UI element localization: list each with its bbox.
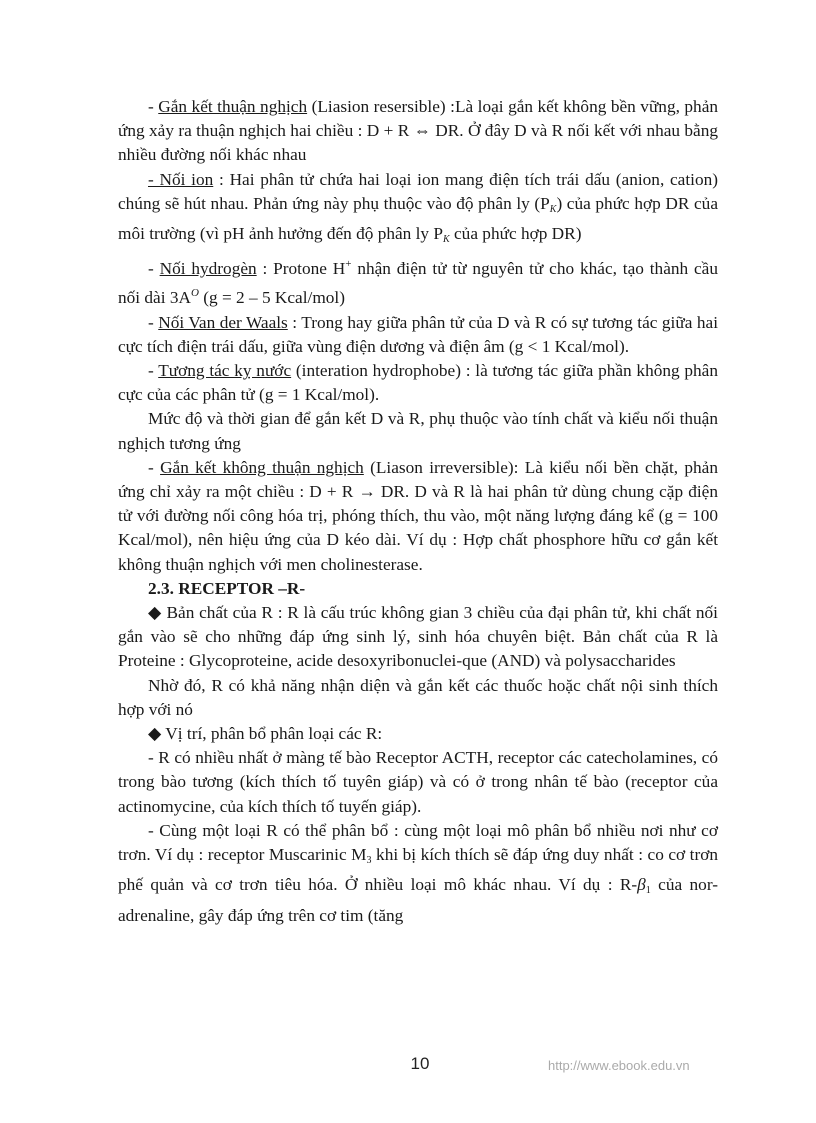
- term-irreversible-binding: Gắn kết không thuận nghịch: [160, 457, 364, 477]
- text: (g = 2 – 5 Kcal/mol): [198, 288, 345, 308]
- page-number: 10: [410, 1054, 430, 1073]
- text: nhận điện tử từ nguyên tử cho khác, tạo thành cầu nối dài 3A: [118, 259, 718, 308]
- text: của nor-adrenaline, gây đáp ứng trên cơ tim (tăng: [118, 875, 718, 925]
- paragraph-receptor-location: ◆ Vị trí, phân bổ phân loại các R:: [148, 724, 383, 744]
- paragraph-receptor-recognition: Nhờ đó, R có khả năng nhận diện và gắn kết các thuốc hoặc chất nội sinh thích hợp với nó: [118, 675, 718, 719]
- subscript: K: [549, 203, 557, 215]
- paragraph-hydrogen-bond: [118, 252, 718, 310]
- text: (Liasion resersible) :Là loại gắn kết không bền vững, phản ứng xảy ra thuận nghịch hai chiều : D + R ⇔ DR. Ở đây D và R nối kết với nhau bằng nhiều đường nối khác nhau: [118, 97, 719, 165]
- text: khi bị kích thích sẽ đáp ứng duy nhất : co cơ trơn phế quản và cơ trơn tiêu hóa. Ở nhiều loại mô khác nhau. Ví dụ : R-: [118, 845, 719, 895]
- text: ) của phức hợp DR của môi trường (vì pH ảnh hưởng đến độ phân ly P: [118, 193, 718, 244]
- page-body: [118, 95, 718, 928]
- text: : Hai phân tử chứa hai loại ion mang điện tích trái dấu (anion, cation) chúng sẽ hút nhau. Phản ứng này phụ thuộc vào độ phân ly (P: [118, 169, 718, 213]
- paragraph-ionic-bond: [118, 168, 718, 253]
- subscript: 1: [645, 885, 651, 897]
- text: : Trong hay giữa phân tử của D và R có sự tương tác giữa hai cực tích điện trái dấu, giữa vùng điện dương và điện âm (g < 1 Kcal/mol).: [118, 312, 718, 356]
- paragraph-receptor-nature: ◆ Bản chất của R : R là cấu trúc không gian 3 chiều của đại phân tử, khi chất nối gắn vào sẽ cho những đáp ứng sinh lý, sinh hóa chuyên biệt. Bản chất của R là Proteine : Glycoproteine, acide desoxyribonuclei-que (AND) và polysaccharides: [118, 603, 718, 671]
- term-van-der-waals: Nối Van der Waals: [158, 312, 288, 332]
- text: -: [148, 361, 159, 381]
- paragraph-reversible-binding: [118, 95, 718, 168]
- term-hydrophobic: Tương tác kỵ nước: [158, 361, 292, 381]
- paragraph-van-der-waals: [118, 311, 718, 359]
- text: -: [148, 259, 160, 279]
- paragraph-receptor-distribution: [118, 819, 718, 928]
- superscript: +: [345, 258, 352, 271]
- text: - Cùng một loại R có thể phân bổ : cùng một loại mô phân bổ nhiều nơi như cơ trơn. Ví dụ : receptor Muscarinic M: [118, 820, 718, 865]
- section-heading: 2.3. RECEPTOR –R-: [148, 578, 306, 598]
- beta-symbol: β: [637, 875, 646, 895]
- superscript: O: [190, 287, 199, 300]
- paragraph-hydrophobic: [118, 359, 718, 407]
- subscript: 3: [366, 855, 372, 867]
- text: -: [148, 457, 161, 477]
- term-reversible-binding: Gắn kết thuận nghịch: [158, 97, 308, 116]
- paragraph-binding-degree: Mức độ và thời gian để gắn kết D và R, phụ thuộc vào tính chất và kiểu nối thuận nghịch tương ứng: [118, 409, 718, 453]
- term-ionic-bond: - Nối ion: [148, 169, 214, 189]
- term-hydrogen-bond: Nối hydrogèn: [159, 259, 257, 279]
- paragraph-receptor-membrane: - R có nhiều nhất ở màng tế bào Receptor ACTH, receptor các catecholamines, có trong bào tương (kích thích tố tuyên giáp) và có ở trong nhân tế bào (receptor của actinomycine, của kích thích tố tuyến giáp).: [118, 748, 718, 816]
- text: (Liason irreversible): Là kiểu nối bền chặt, phản ứng chỉ xảy ra một chiều : D + R → DR. D và R là hai phân tử dùng chung cặp điện tử với đường nối công hóa trị, phóng thích, thu vào, một năng lượng đáng kể (g = 100 Kcal/mol), nên hiệu ứng của D kéo dài. Ví dụ : Hợp chất phosphore hữu cơ gắn kết không thuận nghịch với men cholinesterase.: [118, 457, 718, 574]
- text: -: [148, 312, 159, 332]
- text: (interation hydrophobe) : là tương tác giữa phần không phân cực của các phân tử (g = 1 Kcal/mol).: [118, 361, 718, 405]
- paragraph-irreversible-binding: [118, 456, 718, 577]
- subscript: K: [443, 234, 450, 246]
- text: -: [148, 97, 159, 116]
- footer-url: http://www.ebook.edu.vn: [548, 1058, 690, 1073]
- text: : Protone H: [256, 259, 346, 279]
- text: của phức hợp DR): [449, 224, 582, 244]
